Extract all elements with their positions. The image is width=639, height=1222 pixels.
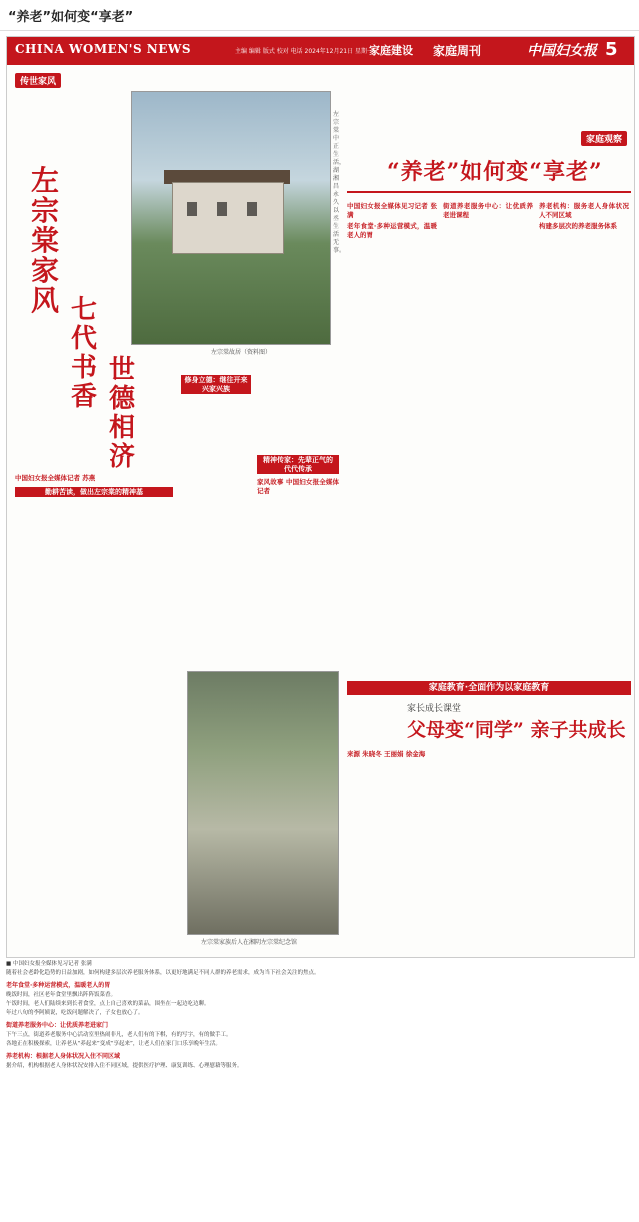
big-title-3: 世德相济	[109, 355, 136, 472]
section-label: 家庭建设	[369, 44, 413, 57]
subhead-1: 中国妇女报全媒体记者 苏燕	[15, 474, 96, 482]
page-number: 5	[605, 39, 618, 60]
right-column-3	[539, 199, 629, 669]
footer-line: 随着社会老龄化趋势的日益加剧，如何构建多层次养老服务体系，以更好地满足不同人群的养老需求，成为当下社会关注的焦点。	[6, 970, 320, 976]
footer-line: 年过八旬的李阿姨说，吃饭问题解决了，子女也放心了。	[6, 1010, 144, 1016]
subhead-4: 精神传家：先辈正气的代代传承	[257, 455, 339, 474]
residence-photo	[131, 91, 331, 345]
left-column-1	[15, 471, 173, 941]
right-sub-4: 构建多层次的养老服务体系	[539, 222, 617, 230]
kicker: 家长成长课堂	[407, 704, 462, 714]
divider	[347, 191, 631, 193]
vertical-caption: 左宗棠中正生活，湖湘昌永久以丞生活无事。	[333, 111, 346, 254]
subhead-5: 修身立德：继往开来 兴家兴族	[181, 375, 251, 394]
article-byline: 中国妇女报全媒体见习记者 张满	[347, 202, 437, 219]
footer-line: 据介绍，机构根据老人身体状况安排入住不同区域，提供医疗护理、康复训练、心理慰藉等服务。	[6, 1063, 243, 1069]
masthead	[7, 37, 634, 65]
section-banner: 家庭教育·全面作为以家庭教育	[347, 681, 631, 695]
right-article	[347, 71, 631, 951]
footer-heading: 养老机构：根据老人身体状况入住不同区域	[6, 1053, 121, 1060]
second-article-body	[347, 747, 631, 947]
window-shape	[217, 202, 227, 216]
right-sub-3: 街道养老服务中心：让优质养老进课程	[443, 202, 533, 219]
left-column-2	[181, 371, 251, 671]
footer-line: 午饭时间，老人们陆续来到长者食堂，点上自己喜欢的菜品，围坐在一起边吃边聊。	[6, 1001, 210, 1007]
footer-line: 下午三点，街道养老服务中心活动室里热闹非凡，老人们有的下棋，有的写字，有的做手工。	[6, 1032, 232, 1038]
brand-logo: 中国妇女报	[527, 43, 597, 59]
family-photo	[187, 671, 339, 935]
big-title-2: 七代书香	[71, 295, 98, 412]
photo-caption: 左宗棠故居（资料图）	[211, 349, 272, 356]
page-header	[0, 0, 639, 31]
footer-line: ■ 中国妇女报全媒体见习记者 张满	[6, 961, 92, 967]
window-shape	[187, 202, 197, 216]
right-tag: 家庭观察	[581, 131, 627, 146]
masthead-meta: 主编 编辑 版式 校对 电话 2024年12月21日 星期一	[235, 48, 373, 55]
footer-heading: 老年食堂·多种运营模式，温暖老人的胃	[6, 982, 111, 989]
right-sub-2: 养老机构：服务老人身体状况人不同区域	[539, 202, 629, 219]
family-photo-caption: 左宗棠家族后人在湘阴左宗棠纪念馆	[201, 939, 298, 946]
text-footer	[6, 960, 633, 1220]
zone-label: 家庭周刊	[433, 44, 482, 58]
page-heading: “养老”如何变“享老”	[8, 10, 134, 25]
english-title: CHINA WOMEN'S NEWS	[15, 42, 192, 56]
right-sub-1: 老年食堂·多种运营模式，温暖老人的胃	[347, 222, 437, 239]
second-byline: 来源 朱晓冬 王丽娟 徐金海	[347, 750, 426, 758]
right-column-1	[347, 199, 437, 669]
footer-line: 各地正在积极探索，让养老从“养起来”变成“享起来”，让老人们在家门口乐享晚年生活。	[6, 1041, 221, 1047]
footer-heading: 街道养老服务中心：让优质养老进家门	[6, 1022, 109, 1029]
second-title: 父母变“同学” 亲子共成长	[407, 719, 626, 741]
subhead-3: 勤耕苦读，做出左宗棠的精神基	[15, 487, 173, 498]
left-article	[11, 71, 346, 951]
newspaper-page	[6, 36, 635, 958]
article-title: “养老”如何变“享老”	[387, 159, 603, 185]
subhead-2: 家风故事 中国妇女报全媒体记者	[257, 478, 339, 495]
window-shape	[247, 202, 257, 216]
building-shape	[172, 182, 284, 254]
left-tag: 传世家风	[15, 73, 61, 88]
left-column-3	[257, 451, 339, 661]
footer-line: 晚饭时间，社区老年食堂里飘出阵阵饭菜香。	[6, 992, 117, 998]
big-title-1: 左宗棠家风	[31, 164, 60, 317]
right-column-2	[443, 199, 533, 669]
